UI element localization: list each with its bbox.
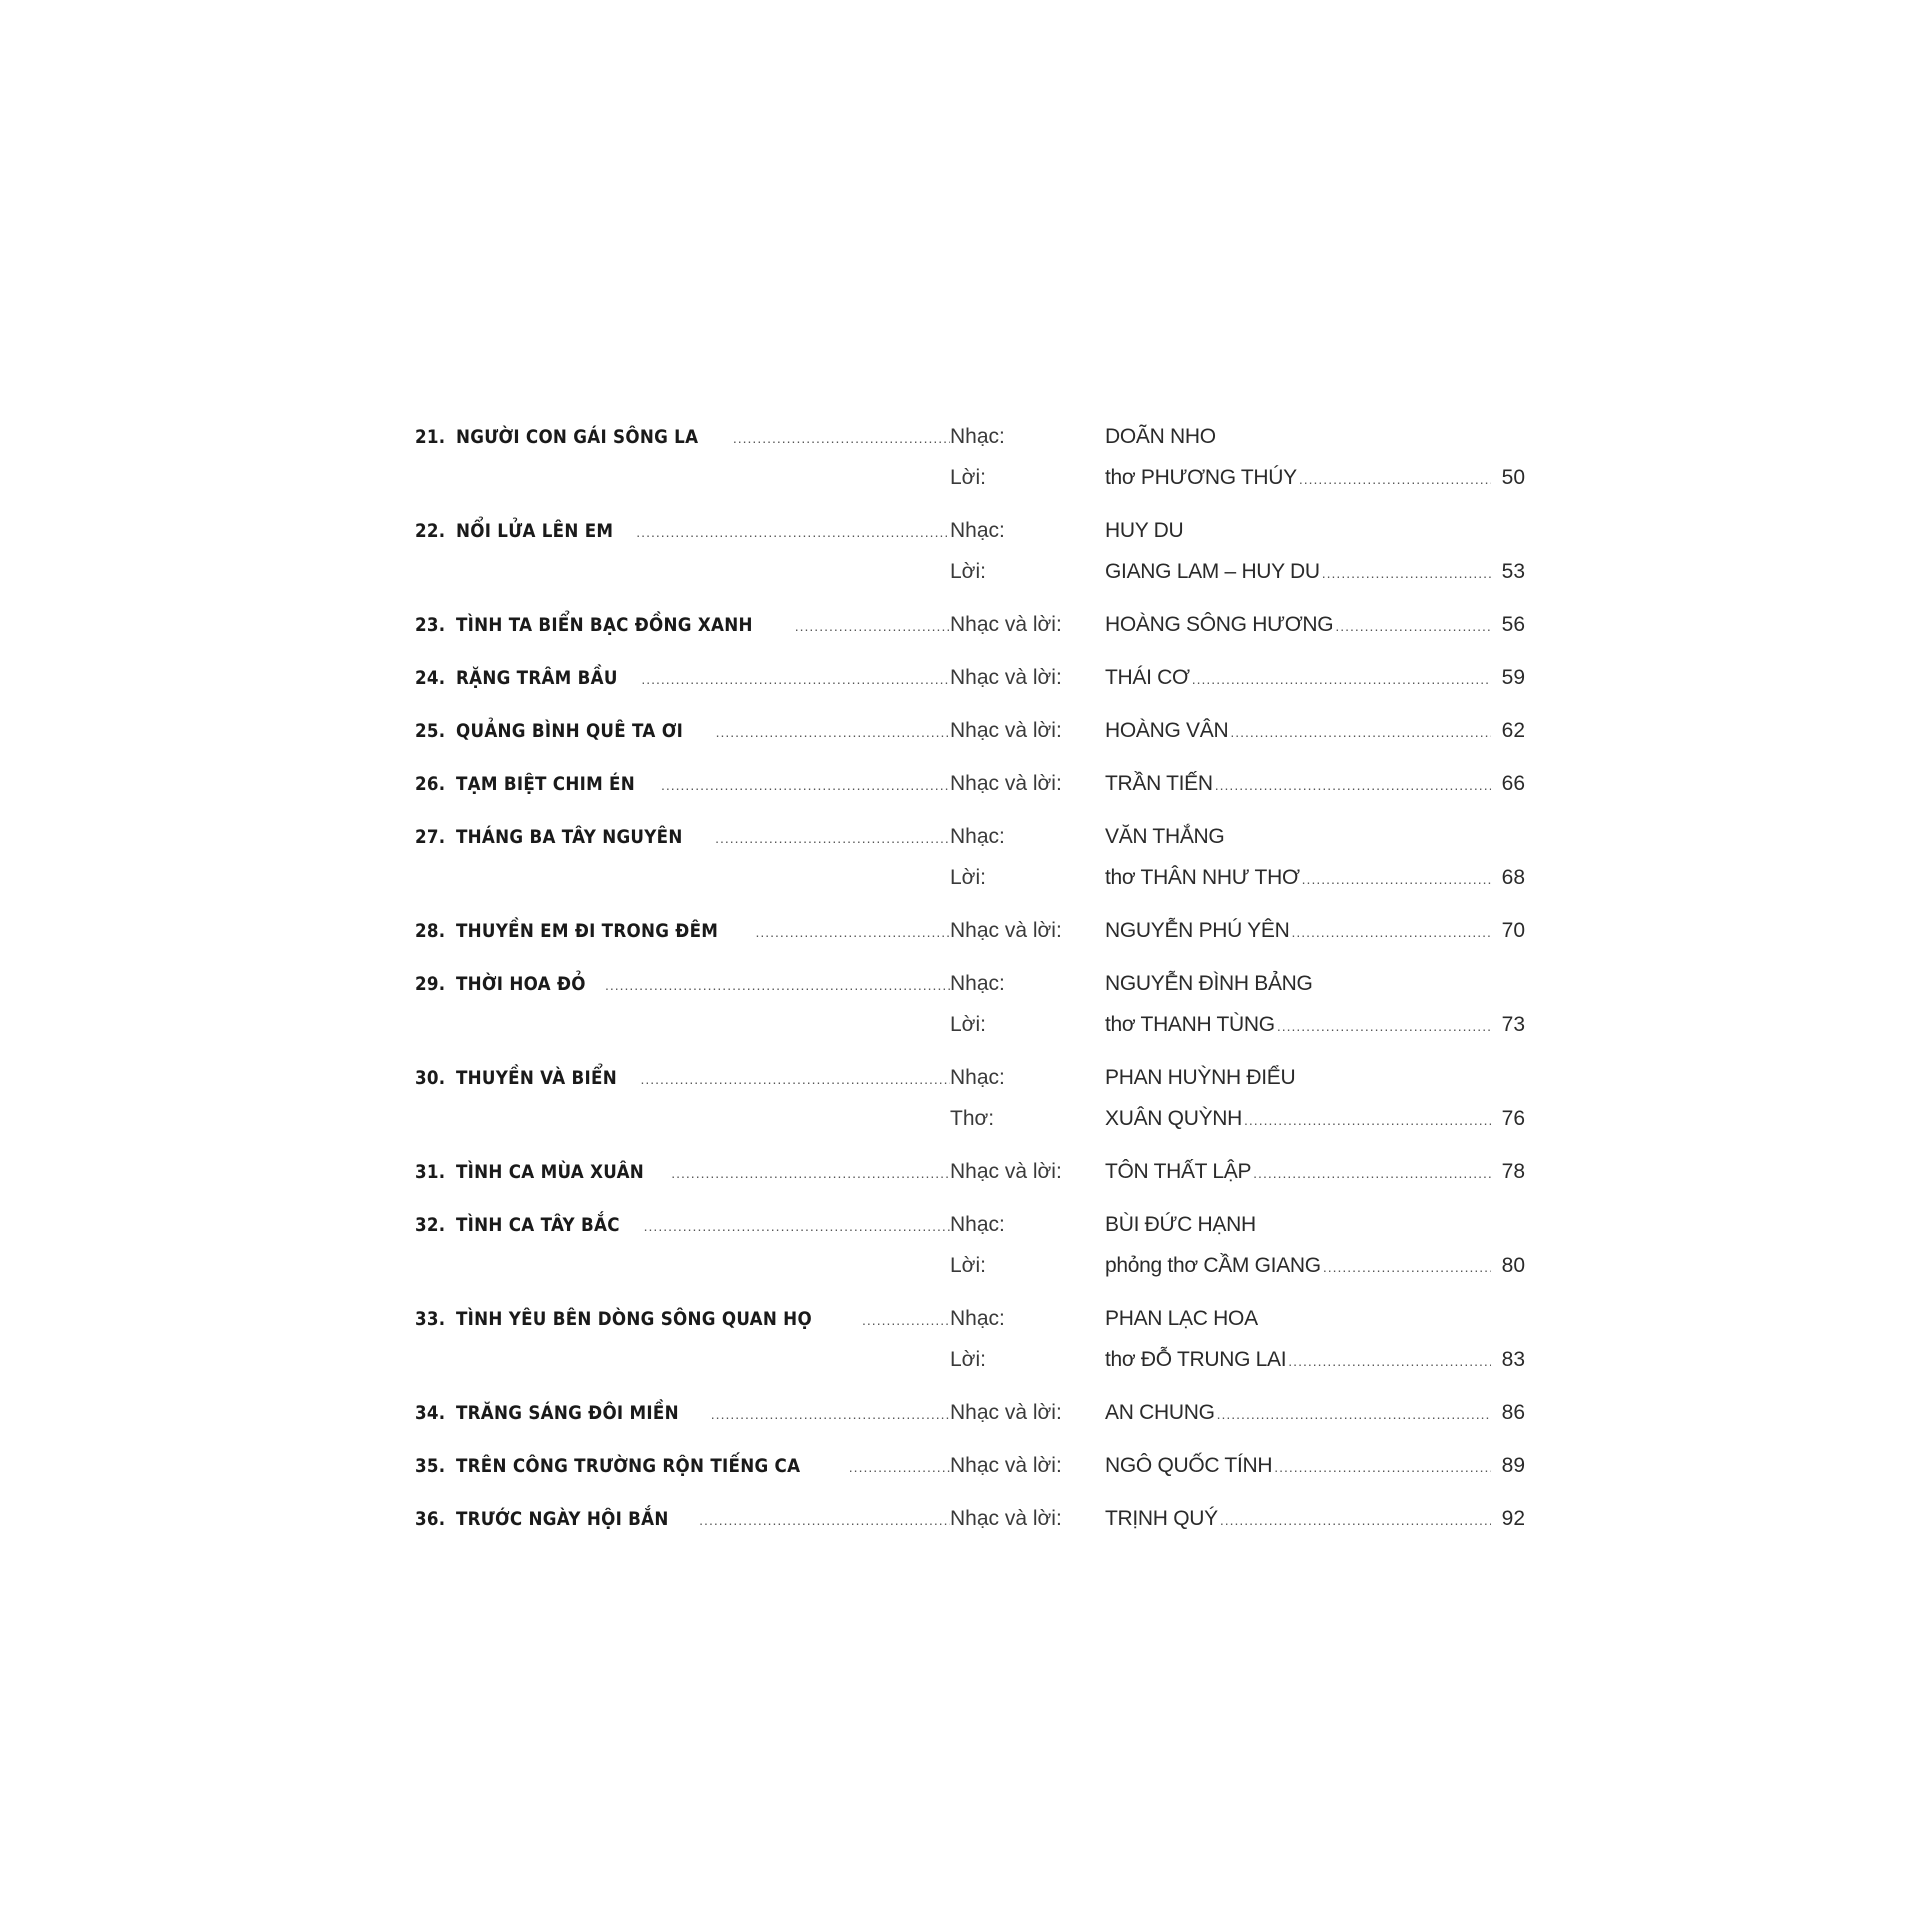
song-title: QUẢNG BÌNH QUÊ TA ƠI [455, 720, 683, 742]
dot-leader [733, 418, 950, 459]
toc-entry [415, 1057, 1525, 1139]
song-title: RẶNG TRÂM BẦU [455, 667, 618, 689]
author-cell [1105, 416, 1525, 457]
author-name: HOÀNG SÔNG HƯƠNG [1105, 613, 1334, 636]
author-cell [1105, 1057, 1525, 1098]
dot-leader [640, 1059, 950, 1100]
song-title: TRƯỚC NGÀY HỘI BẮN [455, 1508, 669, 1530]
song-number: 23. [415, 614, 446, 636]
author-name: PHAN HUỲNH ĐIỂU [1105, 1066, 1296, 1089]
author-cell [1105, 457, 1525, 500]
toc-line [415, 416, 1525, 457]
credit-role: Nhạc và lời: [950, 1160, 1062, 1183]
credit-role: Lời: [950, 560, 986, 583]
page-number: 80 [1501, 1254, 1525, 1277]
toc-line [415, 457, 1525, 498]
credit-role: Nhạc: [950, 425, 1005, 448]
toc-entry [415, 910, 1525, 951]
dot-leader [636, 512, 950, 553]
dot-leader [862, 1300, 950, 1341]
song-title: THUYỀN EM ĐI TRONG ĐÊM [455, 920, 718, 942]
toc-line [415, 1004, 1525, 1045]
toc-entry [415, 657, 1525, 698]
song-number: 32. [415, 1214, 446, 1236]
song-title: TẠM BIỆT CHIM ÉN [455, 773, 635, 795]
page-number: 76 [1501, 1107, 1525, 1130]
dot-leader [1291, 912, 1491, 953]
song-title-cell [415, 511, 950, 553]
song-title: TÌNH CA TÂY BẮC [455, 1214, 620, 1236]
toc-line [415, 510, 1525, 551]
author-name: HOÀNG VÂN [1105, 719, 1229, 742]
page-number: 68 [1501, 866, 1525, 889]
toc-line [415, 604, 1525, 645]
song-number: 31. [415, 1161, 446, 1183]
page-number: 86 [1501, 1401, 1525, 1424]
credit-role: Nhạc: [950, 1213, 1005, 1236]
song-title-cell [415, 605, 950, 647]
page-number: 50 [1501, 466, 1525, 489]
song-title: NỔI LỬA LÊN EM [455, 520, 613, 542]
toc-line [415, 1057, 1525, 1098]
dot-leader [1277, 1006, 1491, 1047]
dot-leader [1192, 659, 1491, 700]
song-title-cell [415, 817, 950, 859]
dot-leader [661, 765, 950, 806]
song-title-cell [415, 1393, 950, 1435]
toc-entry [415, 510, 1525, 592]
author-name: PHAN LẠC HOA [1105, 1307, 1258, 1330]
song-title-cell [415, 711, 950, 753]
toc-line [415, 1298, 1525, 1339]
dot-leader [1302, 859, 1491, 900]
author-cell [1105, 1098, 1525, 1141]
author-name: NGUYỄN ĐÌNH BẢNG [1105, 972, 1313, 995]
author-name: XUÂN QUỲNH [1105, 1107, 1243, 1130]
toc-line [415, 1098, 1525, 1139]
credit-role: Lời: [950, 1348, 986, 1371]
song-number: 25. [415, 720, 446, 742]
page-number: 70 [1501, 919, 1525, 942]
song-number: 29. [415, 973, 446, 995]
page-number: 83 [1501, 1348, 1525, 1371]
song-number: 24. [415, 667, 446, 689]
dot-leader [716, 712, 950, 753]
toc-line [415, 963, 1525, 1004]
author-cell [1105, 857, 1525, 900]
credit-role: Nhạc: [950, 825, 1005, 848]
credit-role: Nhạc: [950, 1307, 1005, 1330]
dot-leader [715, 818, 950, 859]
song-title-cell [415, 658, 950, 700]
song-title-cell [415, 1446, 950, 1488]
dot-leader [1274, 1447, 1491, 1488]
author-name: GIANG LAM – HUY DU [1105, 560, 1320, 583]
author-name: phỏng thơ CẦM GIANG [1105, 1254, 1321, 1277]
song-number: 26. [415, 773, 446, 795]
dot-leader [711, 1394, 950, 1435]
author-cell [1105, 657, 1525, 700]
author-cell [1105, 963, 1525, 1004]
author-name: thơ THÂN NHƯ THƠ [1105, 866, 1300, 889]
page-number: 78 [1501, 1160, 1525, 1183]
song-number: 33. [415, 1308, 446, 1330]
toc-entry [415, 763, 1525, 804]
toc-entry [415, 816, 1525, 898]
dot-leader [1288, 1341, 1491, 1382]
credit-role: Nhạc: [950, 519, 1005, 542]
song-title: TRĂNG SÁNG ĐÔI MIỀN [455, 1402, 679, 1424]
author-cell [1105, 710, 1525, 753]
dot-leader [1322, 553, 1491, 594]
author-name: TÔN THẤT LẬP [1105, 1160, 1252, 1183]
toc-line [415, 910, 1525, 951]
toc-line [415, 657, 1525, 698]
author-cell [1105, 1204, 1525, 1245]
song-title-cell [415, 1299, 950, 1341]
author-name: TRẦN TIẾN [1105, 772, 1213, 795]
toc-line [415, 1445, 1525, 1486]
page-number: 53 [1501, 560, 1525, 583]
dot-leader [1335, 606, 1491, 647]
toc-line [415, 1392, 1525, 1433]
toc-line [415, 763, 1525, 804]
page-number: 73 [1501, 1013, 1525, 1036]
song-number: 27. [415, 826, 446, 848]
credit-role: Nhạc và lời: [950, 1401, 1062, 1424]
author-name: thơ PHƯƠNG THÚY [1105, 466, 1297, 489]
song-title-cell [415, 964, 950, 1006]
page-number: 66 [1501, 772, 1525, 795]
author-cell [1105, 1498, 1525, 1541]
credit-role: Lời: [950, 1254, 986, 1277]
credit-role: Nhạc: [950, 972, 1005, 995]
credit-role: Thơ: [950, 1107, 995, 1130]
dot-leader [755, 912, 950, 953]
author-name: AN CHUNG [1105, 1401, 1215, 1424]
song-title: TRÊN CÔNG TRƯỜNG RỘN TIẾNG CA [455, 1455, 800, 1477]
page-number: 62 [1501, 719, 1525, 742]
author-name: thơ THANH TÙNG [1105, 1013, 1275, 1036]
song-number: 30. [415, 1067, 446, 1089]
toc-line [415, 1245, 1525, 1286]
author-cell [1105, 1151, 1525, 1194]
toc-line [415, 816, 1525, 857]
song-title-cell [415, 1499, 950, 1541]
author-name: VĂN THẮNG [1105, 825, 1225, 848]
toc-line [415, 1204, 1525, 1245]
dot-leader [795, 606, 950, 647]
credit-role: Nhạc và lời: [950, 919, 1062, 942]
author-cell [1105, 1245, 1525, 1288]
toc-line [415, 1151, 1525, 1192]
author-name: NGÔ QUỐC TÍNH [1105, 1454, 1273, 1477]
song-title: TÌNH CA MÙA XUÂN [455, 1161, 644, 1183]
song-title: TÌNH YÊU BÊN DÒNG SÔNG QUAN HỌ [455, 1308, 812, 1330]
song-title: THÁNG BA TÂY NGUYÊN [455, 826, 683, 848]
song-title: TÌNH TA BIỂN BẠC ĐỒNG XANH [455, 614, 753, 636]
dot-leader [1217, 1394, 1491, 1435]
author-name: NGUYỄN PHÚ YÊN [1105, 919, 1290, 942]
song-number: 22. [415, 520, 446, 542]
toc-entry [415, 710, 1525, 751]
author-cell [1105, 551, 1525, 594]
toc-entry [415, 963, 1525, 1045]
dot-leader [644, 1206, 950, 1247]
song-title-cell [415, 1058, 950, 1100]
song-title: THỜI HOA ĐỎ [455, 973, 586, 995]
author-cell [1105, 910, 1525, 953]
dot-leader [1220, 1500, 1491, 1541]
toc-line [415, 1339, 1525, 1380]
song-number: 36. [415, 1508, 446, 1530]
author-cell [1105, 1339, 1525, 1382]
song-number: 21. [415, 426, 446, 448]
dot-leader [1299, 459, 1491, 500]
toc-entry [415, 416, 1525, 498]
toc-line [415, 1498, 1525, 1539]
credit-role: Nhạc và lời: [950, 719, 1062, 742]
toc-line [415, 551, 1525, 592]
credit-role: Lời: [950, 466, 986, 489]
toc-entry [415, 1298, 1525, 1380]
toc-entry [415, 1498, 1525, 1539]
song-number: 28. [415, 920, 446, 942]
credit-role: Lời: [950, 1013, 986, 1036]
author-cell [1105, 510, 1525, 551]
page-number: 89 [1501, 1454, 1525, 1477]
dot-leader [849, 1447, 950, 1488]
author-cell [1105, 1445, 1525, 1488]
toc-line [415, 857, 1525, 898]
author-cell [1105, 604, 1525, 647]
dot-leader [1253, 1153, 1491, 1194]
author-name: DOÃN NHO [1105, 425, 1216, 448]
credit-role: Nhạc và lời: [950, 772, 1062, 795]
song-number: 35. [415, 1455, 446, 1477]
dot-leader [1244, 1100, 1491, 1141]
song-title-cell [415, 1152, 950, 1194]
credit-role: Nhạc và lời: [950, 1507, 1062, 1530]
toc-entry [415, 1392, 1525, 1433]
song-number: 34. [415, 1402, 446, 1424]
page-number: 56 [1501, 613, 1525, 636]
author-cell [1105, 1004, 1525, 1047]
dot-leader [1215, 765, 1491, 806]
song-title-cell [415, 417, 950, 459]
toc-entry [415, 604, 1525, 645]
toc-line [415, 710, 1525, 751]
author-name: thơ ĐỖ TRUNG LAI [1105, 1348, 1287, 1371]
toc-entry [415, 1204, 1525, 1286]
song-title: NGƯỜI CON GÁI SÔNG LA [455, 426, 698, 448]
dot-leader [1230, 712, 1491, 753]
page-number: 92 [1501, 1507, 1525, 1530]
page-number: 59 [1501, 666, 1525, 689]
author-cell [1105, 1392, 1525, 1435]
dot-leader [699, 1500, 950, 1541]
table-of-contents [415, 416, 1525, 1551]
song-title-cell [415, 764, 950, 806]
author-cell [1105, 816, 1525, 857]
author-cell [1105, 763, 1525, 806]
author-name: HUY DU [1105, 519, 1184, 542]
credit-role: Lời: [950, 866, 986, 889]
credit-role: Nhạc: [950, 1066, 1005, 1089]
dot-leader [671, 1153, 950, 1194]
song-title-cell [415, 911, 950, 953]
credit-role: Nhạc và lời: [950, 613, 1062, 636]
dot-leader [605, 965, 950, 1006]
toc-entry [415, 1151, 1525, 1192]
credit-role: Nhạc và lời: [950, 1454, 1062, 1477]
author-name: BÙI ĐỨC HẠNH [1105, 1213, 1256, 1236]
song-title-cell [415, 1205, 950, 1247]
author-name: THÁI CƠ [1105, 666, 1190, 689]
dot-leader [1323, 1247, 1491, 1288]
credit-role: Nhạc và lời: [950, 666, 1062, 689]
toc-entry [415, 1445, 1525, 1486]
song-title: THUYỀN VÀ BIỂN [455, 1067, 617, 1089]
author-cell [1105, 1298, 1525, 1339]
dot-leader [641, 659, 950, 700]
author-name: TRỊNH QUÝ [1105, 1507, 1218, 1530]
